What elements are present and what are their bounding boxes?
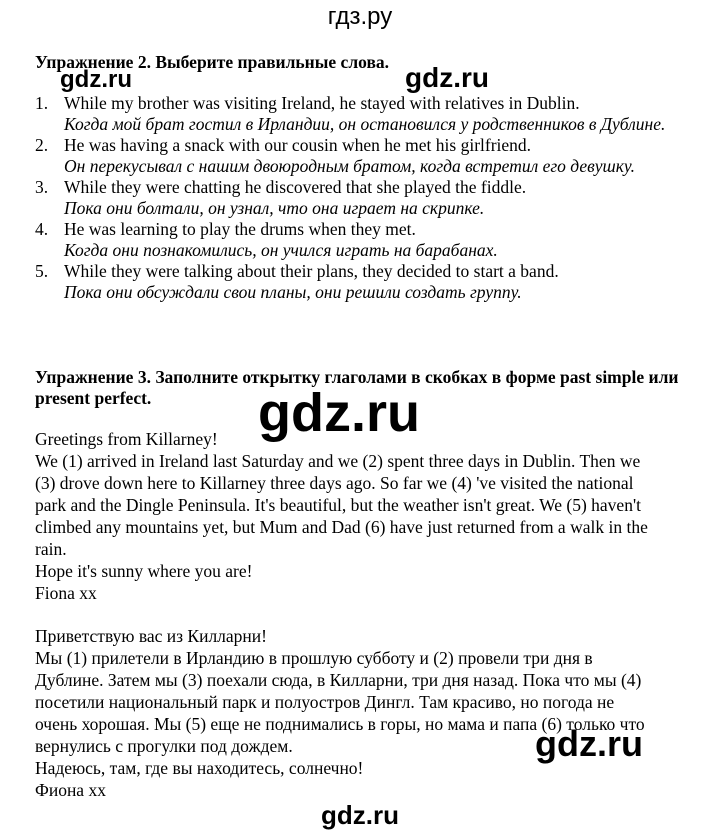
item-number: 5. <box>35 261 49 281</box>
item-number: 4. <box>35 219 49 239</box>
item-number: 3. <box>35 177 49 197</box>
exercise-2-heading: Упражнение 2. Выберите правильные слова. <box>35 52 390 72</box>
watermark-bottom: gdz.ru <box>321 800 399 830</box>
list-item <box>35 93 675 135</box>
watermark-small-left: gdz.ru <box>60 66 132 93</box>
postcard-signature-ru: Фиона хх <box>35 780 106 800</box>
exercise-2-list <box>35 93 675 303</box>
item-number: 1. <box>35 93 49 113</box>
watermark-bottom-right: gdz.ru <box>535 723 643 764</box>
item-english: He was having a snack with our cousin when he met his girlfriend. <box>64 135 532 155</box>
exercise-3-heading: Упражнение 3. Заполните открытку глаголами в скобках в форме past simple или present perfect. <box>35 367 679 408</box>
postcard-body: We (1) arrived in Ireland last Saturday and we (2) spent three days in Dublin. Then we (3) drove down here to Killarney three days ago. So far we (4) 've visited the national park and the Dingle Peninsula. It's beautiful, but the weather isn't great. We (5) haven't climbed any mountains yet, but Mum and Dad (6) have just returned from a walk in the rain. <box>35 451 648 559</box>
item-russian: Он перекусывал с нашим двоюродным братом, когда встретил его девушку. <box>64 156 635 176</box>
watermark-top: гдз.ру <box>327 3 393 30</box>
item-russian: Пока они болтали, он узнал, что она играет на скрипке. <box>64 198 485 218</box>
postcard-signature: Fiona xx <box>35 583 97 603</box>
list-item <box>35 261 675 303</box>
list-item <box>35 177 675 219</box>
postcard-greeting: Greetings from Killarney! <box>35 429 218 449</box>
watermark-small-right: gdz.ru <box>405 62 489 93</box>
postcard-closing-ru: Надеюсь, там, где вы находитесь, солнечно! <box>35 758 364 778</box>
postcard-russian <box>35 625 660 801</box>
postcard-english <box>35 428 660 604</box>
item-russian: Когда мой брат гостил в Ирландии, он остановился у родственников в Дублине. <box>64 114 666 134</box>
watermark-large: gdz.ru <box>258 383 420 443</box>
postcard-greeting-ru: Приветствую вас из Килларни! <box>35 626 267 646</box>
item-english: He was learning to play the drums when they met. <box>64 219 416 239</box>
postcard-closing: Hope it's sunny where you are! <box>35 561 253 581</box>
item-english: While they were talking about their plans, they decided to start a band. <box>64 261 559 281</box>
list-item <box>35 135 675 177</box>
postcard-body-ru: Мы (1) прилетели в Ирландию в прошлую субботу и (2) провели три дня в Дублине. Затем мы (3) поехали сюда, в Килларни, три дня назад. Пока что мы (4) посетили национальный парк и полуостров Дингл. Там красиво, но погода не очень хорошая. Мы (5) еще не поднимались в горы, но мама и папа (6) только что вернулись с прогулки под дождем. <box>35 648 645 756</box>
item-english: While my brother was visiting Ireland, he stayed with relatives in Dublin. <box>64 93 580 113</box>
item-english: While they were chatting he discovered that she played the fiddle. <box>64 177 527 197</box>
list-item <box>35 219 675 261</box>
item-russian: Пока они обсуждали свои планы, они решили создать группу. <box>64 282 522 302</box>
item-number: 2. <box>35 135 49 155</box>
item-russian: Когда они познакомились, он учился играть на барабанах. <box>64 240 498 260</box>
